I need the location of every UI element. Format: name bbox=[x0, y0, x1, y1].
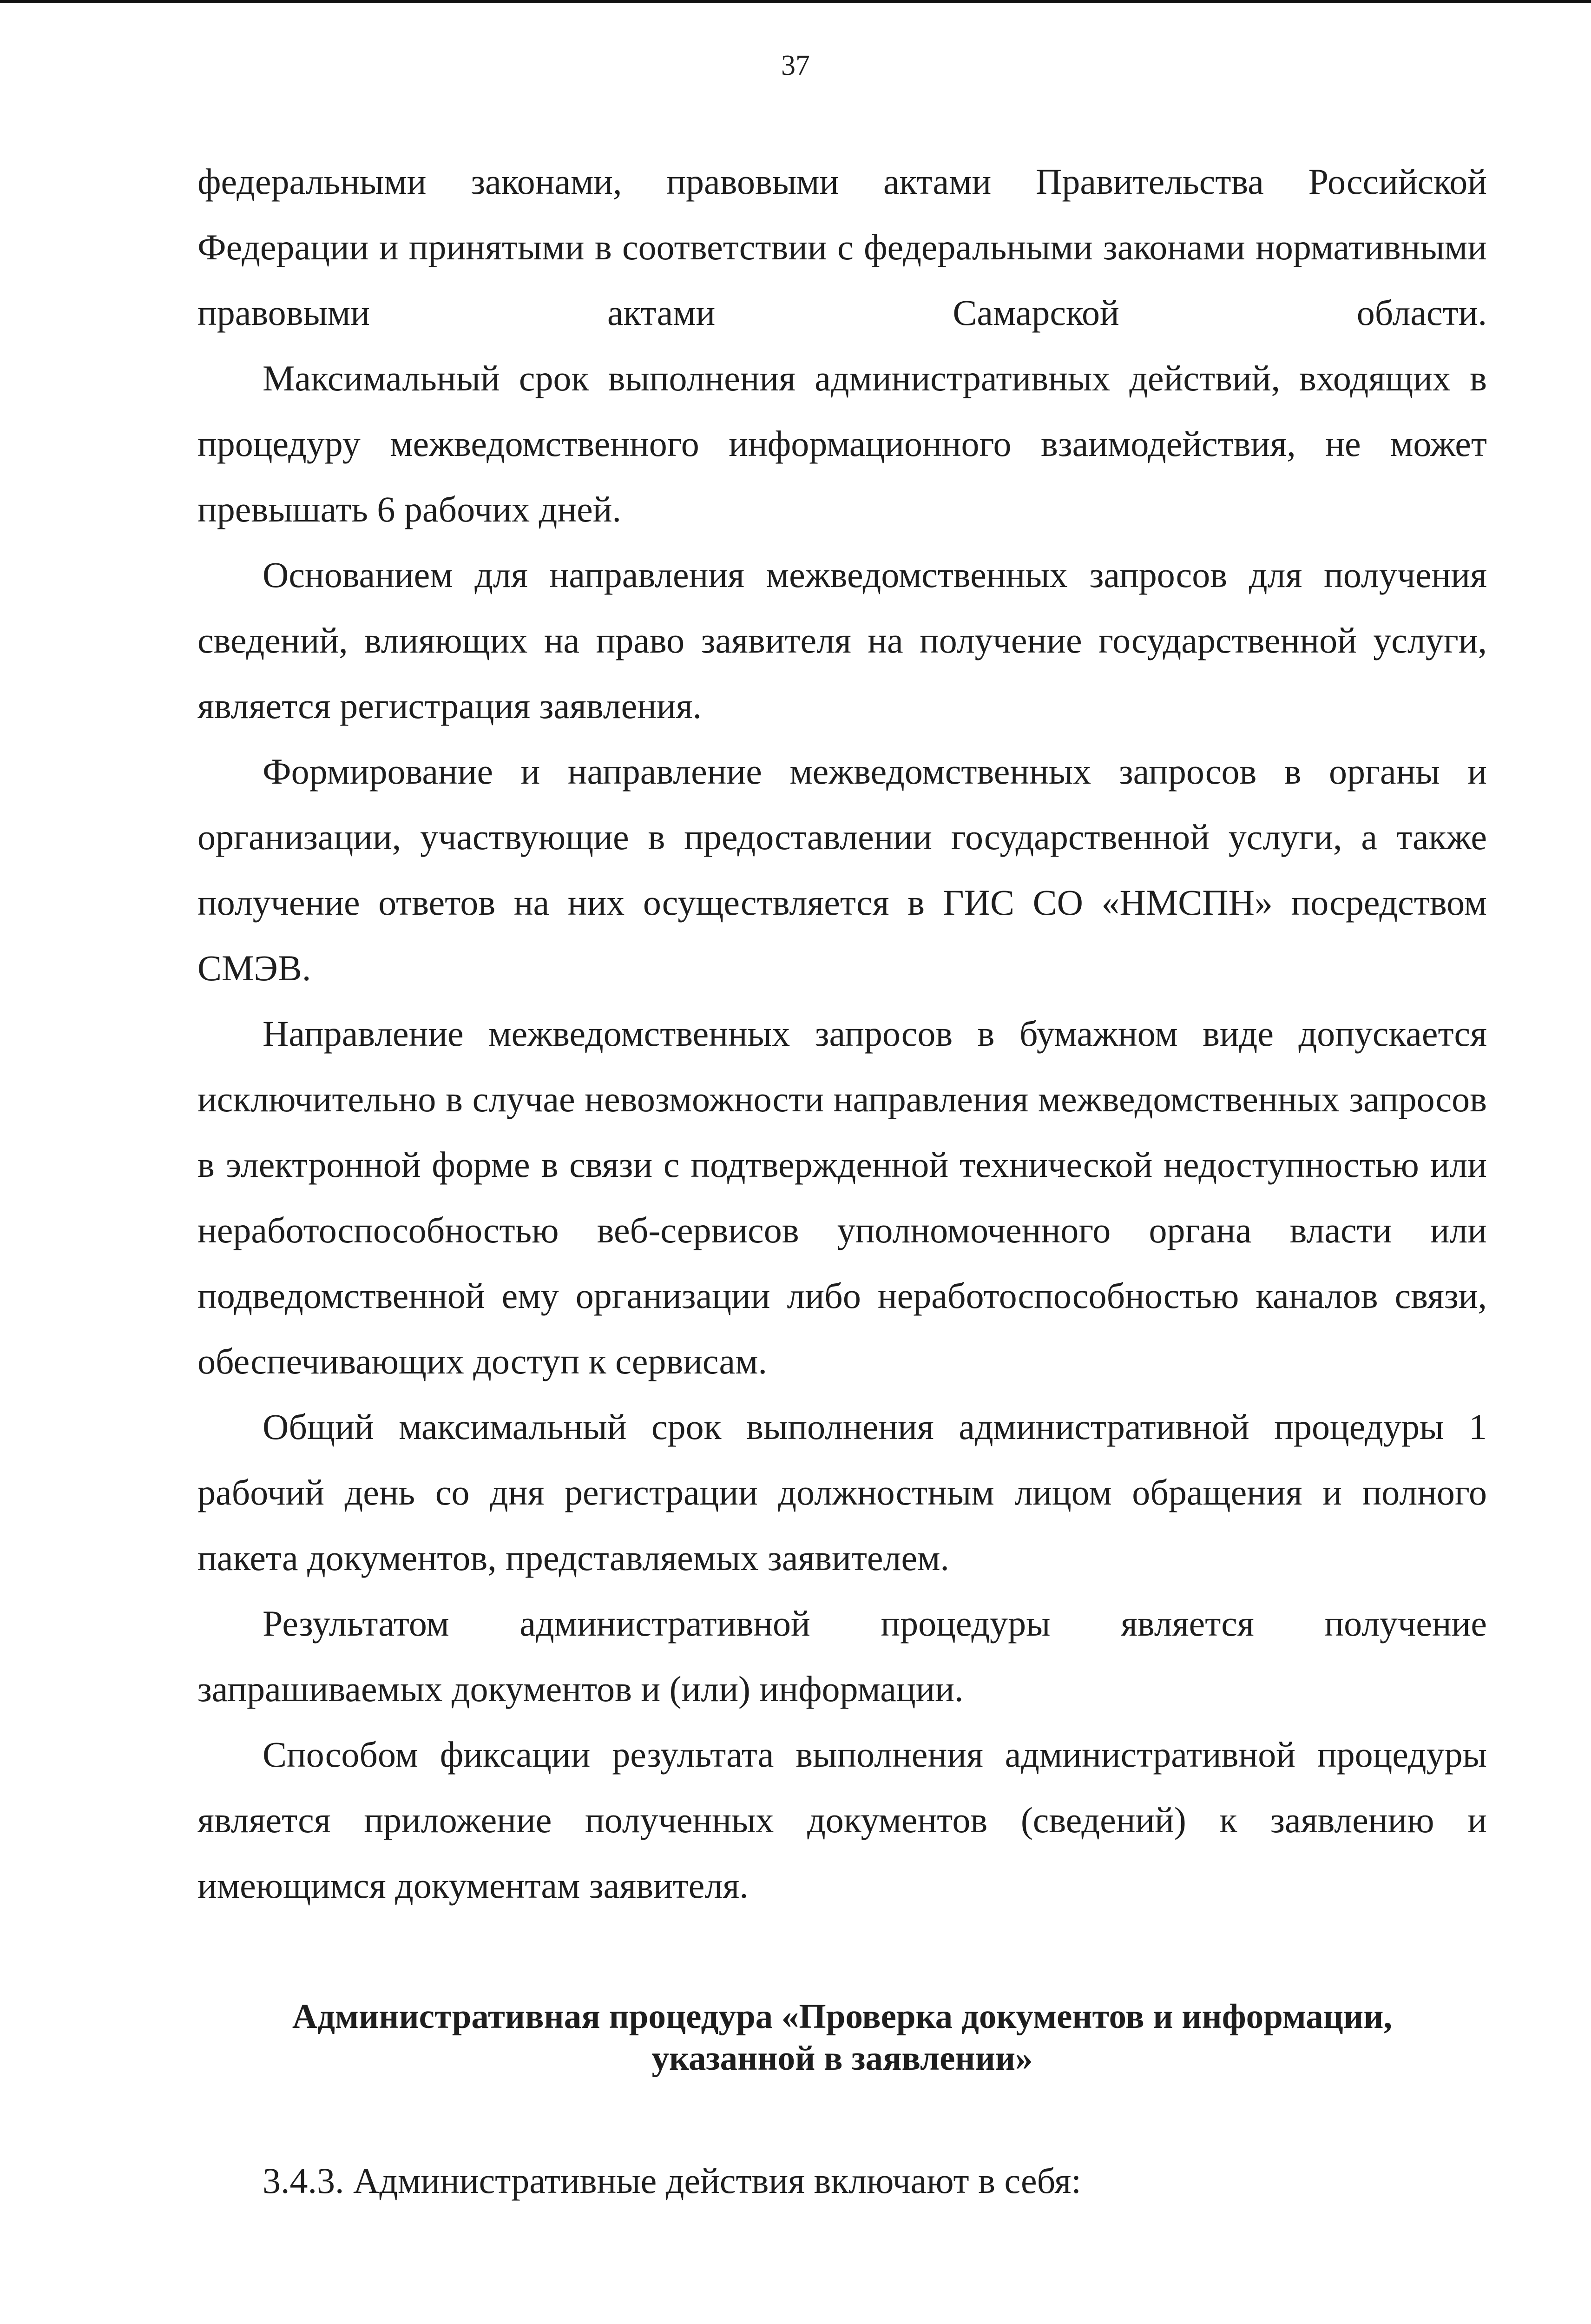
clause-3-4-3: 3.4.3. Административные действия включают в себя: bbox=[263, 2160, 1081, 2201]
paragraph-total-term: Общий максимальный срок выполнения административной процедуры 1 рабочий день со дня регистрации должностным лицом обращения и полного пакета документов, представляемых заявителем. bbox=[197, 1406, 1487, 1578]
section-heading-line-1: Административная процедура «Проверка документов и информации, bbox=[292, 1997, 1393, 2036]
document-body bbox=[197, 149, 1487, 2213]
scan-top-edge bbox=[0, 0, 1591, 3]
paragraph-paper-requests: Направление межведомственных запросов в бумажном виде допускается исключительно в случае невозможности направления межведомственных запросов в электронной форме в связи с подтвержденной технической недоступностью или неработоспособностью веб-сервисов уполномоченного органа власти или подведомственной ему организации либо неработоспособностью каналов связи, обеспечивающих доступ к сервисам. bbox=[197, 1013, 1487, 1381]
paragraph-max-term: Максимальный срок выполнения административных действий, входящих в процедуру межведомственного информационного взаимодействия, не может превышать 6 рабочих дней. bbox=[197, 358, 1487, 529]
paragraph-forming-requests: Формирование и направление межведомственных запросов в органы и организации, участвующие в предоставлении государственной услуги, а также получение ответов на них осуществляется в ГИС СО «НМСПН» посредством СМЭВ. bbox=[197, 751, 1487, 988]
section-heading-line-2: указанной в заявлении» bbox=[651, 2039, 1033, 2078]
paragraph-grounds: Основанием для направления межведомственных запросов для получения сведений, влияющих на право заявителя на получение государственной услуги, является регистрация заявления. bbox=[197, 555, 1487, 726]
paragraph-continuation: федеральными законами, правовыми актами Правительства Российской Федерации и принятыми в соответствии с федеральными законами нормативными правовыми актами Самарской области. bbox=[197, 161, 1487, 333]
paragraph-fixation: Способом фиксации результата выполнения административной процедуры является приложение полученных документов (сведений) к заявлению и имеющимся документам заявителя. bbox=[197, 1734, 1487, 1906]
page-number: 37 bbox=[781, 50, 810, 81]
section-heading bbox=[197, 1996, 1487, 2080]
paragraph-result: Результатом административной процедуры является получение запрашиваемых документов и (или) информации. bbox=[197, 1603, 1487, 1709]
